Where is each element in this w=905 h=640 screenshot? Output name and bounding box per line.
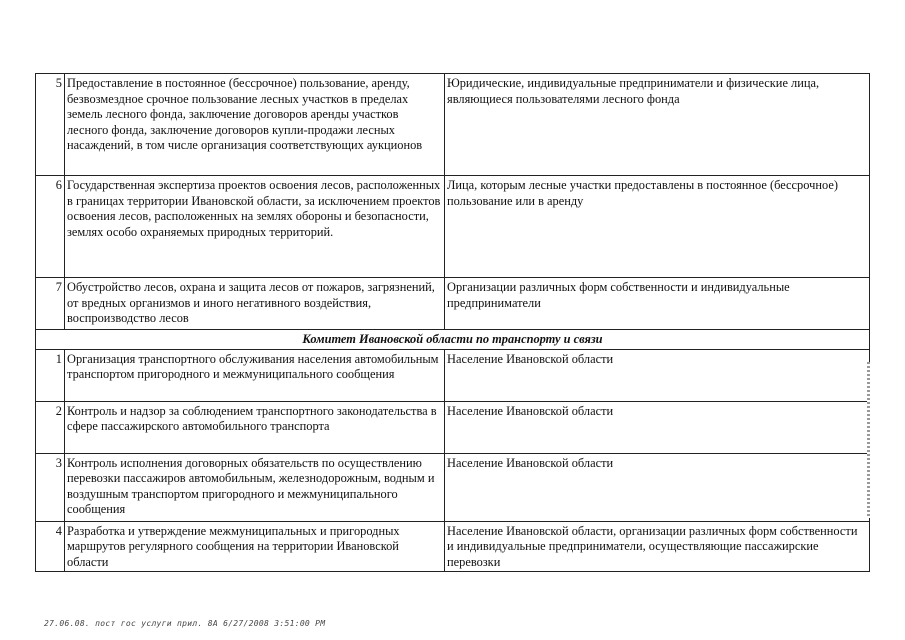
service-cell: Организация транспортного обслуживания населения автомобильным транспортом пригородного и межмуниципального сообщения [65,349,445,401]
recipients-cell: Организации различных форм собственности и индивидуальные предприниматели [445,278,870,330]
service-cell: Предоставление в постоянное (бессрочное) пользование, аренду, безвозмездное срочное пользование лесных участков в пределах земель лесного фонда, заключение договоров аренды участков лесного фонда, заключение договоров купли-продажи лесных насаждений, в том числе организация соответствующих аукционов [65,74,445,176]
table-row [36,349,870,401]
table-row [36,521,870,572]
scan-artifact [867,362,870,518]
table-row [36,278,870,330]
recipients-cell: Юридические, индивидуальные предприниматели и физические лица, являющиеся пользователями лесного фонда [445,74,870,176]
section-row [36,330,870,350]
table-row [36,453,870,521]
row-number: 1 [36,349,65,401]
service-cell: Государственная экспертиза проектов освоения лесов, расположенных в границах территории Ивановской области, за исключением проектов освоения лесов, расположенных на землях обороны и безопасности, землях особо охраняемых природных территорий. [65,176,445,278]
service-cell: Контроль исполнения договорных обязательств по осуществлению перевозки пассажиров автомобильным, железнодорожным, водным и воздушным транспортом пригородного и межмуниципального сообщения [65,453,445,521]
table-row [36,176,870,278]
recipients-cell: Население Ивановской области [445,401,870,453]
row-number: 7 [36,278,65,330]
document-footer: 27.06.08. пост гос услуги прил. 8А 6/27/2008 3:51:00 PM [44,619,326,628]
table-row [36,401,870,453]
row-number: 2 [36,401,65,453]
row-number: 6 [36,176,65,278]
table-row [36,74,870,176]
row-number: 5 [36,74,65,176]
recipients-cell: Лица, которым лесные участки предоставлены в постоянное (бессрочное) пользование или в аренду [445,176,870,278]
recipients-cell: Население Ивановской области, организации различных форм собственности и индивидуальные предприниматели, осуществляющие пассажирские перевозки [445,521,870,572]
service-cell: Обустройство лесов, охрана и защита лесов от пожаров, загрязнений, от вредных организмов и иного негативного воздействия, воспроизводство лесов [65,278,445,330]
service-cell: Контроль и надзор за соблюдением транспортного законодательства в сфере пассажирского автомобильного транспорта [65,401,445,453]
row-number: 4 [36,521,65,572]
row-number: 3 [36,453,65,521]
recipients-cell: Население Ивановской области [445,349,870,401]
services-table [35,73,870,572]
service-cell: Разработка и утверждение межмуниципальных и пригородных маршрутов регулярного сообщения на территории Ивановской области [65,521,445,572]
recipients-cell: Население Ивановской области [445,453,870,521]
section-heading: Комитет Ивановской области по транспорту и связи [36,330,870,350]
